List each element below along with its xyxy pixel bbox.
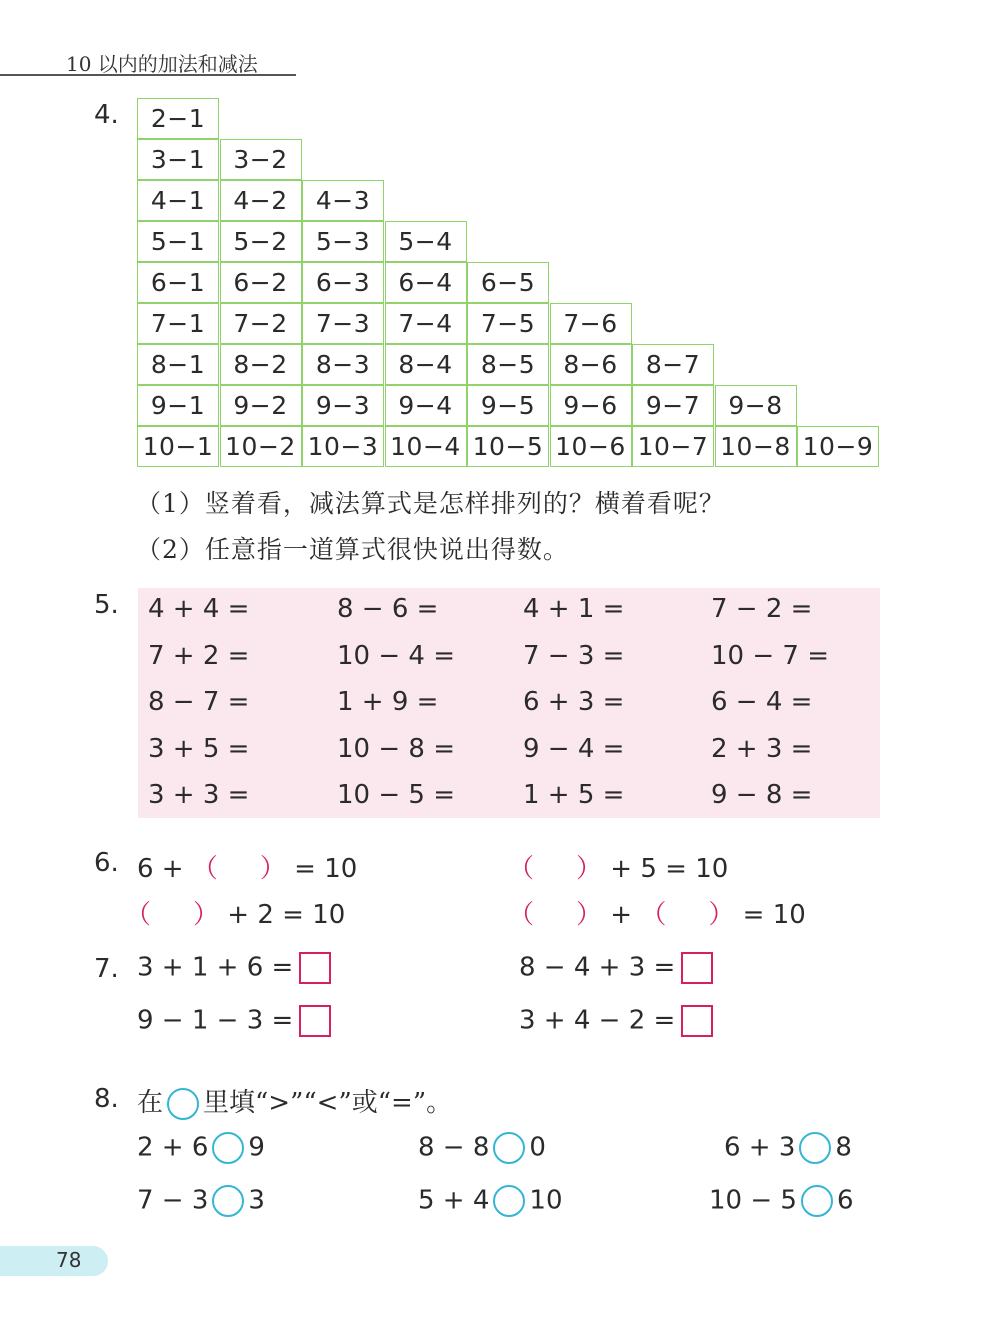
- open-paren: （: [640, 900, 667, 930]
- comparison-item: [418, 1185, 563, 1217]
- table-cell: 10−4: [385, 426, 467, 467]
- open-paren: （: [508, 900, 535, 930]
- close-paren: ）: [576, 900, 603, 930]
- equation: 1 + 9 =: [337, 687, 439, 717]
- table-cell: 5−3: [302, 221, 384, 262]
- table-cell: 6−3: [302, 262, 384, 303]
- ex7-item-2: [519, 952, 713, 984]
- table-cell: 3−2: [220, 139, 302, 180]
- equation: 2 + 3 =: [711, 733, 813, 764]
- table-cell: 9−7: [632, 385, 714, 426]
- equation: 7 + 2 =: [148, 640, 250, 671]
- ex6-equation-c: [125, 894, 345, 931]
- ex7-item-4: [519, 1005, 713, 1037]
- table-cell: 7−3: [302, 303, 384, 344]
- ex8-instruction: [137, 1082, 452, 1120]
- answer-circle[interactable]: [212, 1185, 244, 1217]
- table-cell: 8−7: [632, 344, 714, 385]
- equation: 1 + 5 =: [523, 780, 625, 810]
- table-cell: 7−2: [220, 303, 302, 344]
- page-number: 78: [56, 1248, 82, 1272]
- ex6-b-right: + 5 = 10: [610, 854, 729, 884]
- ex4-number: 4.: [94, 100, 119, 130]
- table-cell: 4−2: [220, 180, 302, 221]
- table-cell: 10−5: [467, 426, 549, 467]
- comparison-right: 3: [248, 1185, 265, 1216]
- table-cell: 9−5: [467, 385, 549, 426]
- close-paren: ）: [708, 900, 735, 930]
- table-cell: 7−6: [550, 303, 632, 344]
- equation: 8 − 7 =: [148, 687, 250, 717]
- answer-circle[interactable]: [493, 1132, 525, 1164]
- close-paren: ）: [259, 854, 286, 884]
- comparison-left: 5 + 4: [418, 1185, 490, 1216]
- table-cell: 9−2: [220, 385, 302, 426]
- chapter-header: [0, 44, 296, 76]
- ex4-question-2: （2）任意指一道算式很快说出得数。: [136, 535, 569, 564]
- ex6-c-right: + 2 = 10: [227, 900, 346, 930]
- equation: 6 + 3 =: [523, 687, 625, 717]
- equation: 7 − 3 =: [523, 640, 625, 671]
- table-cell: 6−1: [137, 262, 219, 303]
- ex7-expression: 3 + 1 + 6 =: [137, 952, 294, 983]
- table-cell: 10−8: [715, 426, 797, 467]
- table-cell: 9−3: [302, 385, 384, 426]
- equation: 9 − 4 =: [523, 733, 625, 764]
- equation: 10 − 7 =: [711, 640, 829, 671]
- table-cell: 8−4: [385, 344, 467, 385]
- table-cell: 10−2: [220, 426, 302, 467]
- table-cell: 9−6: [550, 385, 632, 426]
- comparison-item: [418, 1132, 546, 1164]
- comparison-right: 9: [248, 1132, 265, 1163]
- chapter-title: 10 以内的加法和减法: [66, 52, 258, 76]
- comparison-right: 6: [836, 1185, 854, 1216]
- equation: 9 − 8 =: [711, 780, 813, 810]
- ex8-instr-post: 里填“>”“<”或“=”。: [203, 1088, 453, 1118]
- ex8-number: 8.: [94, 1084, 119, 1114]
- table-cell: 10−1: [137, 426, 219, 467]
- comparison-right: 0: [529, 1132, 546, 1163]
- comparison-left: 8 − 8: [418, 1132, 490, 1163]
- ex6-number: 6.: [94, 848, 119, 878]
- answer-circle[interactable]: [799, 1132, 831, 1164]
- equation: 8 − 6 =: [337, 594, 439, 624]
- table-cell: 5−2: [220, 221, 302, 262]
- comparison-left: 6 + 3: [724, 1132, 796, 1163]
- table-cell: 8−5: [467, 344, 549, 385]
- ex7-item-3: [137, 1005, 331, 1037]
- table-cell: 6−5: [467, 262, 549, 303]
- ex7-expression: 8 − 4 + 3 =: [519, 952, 676, 983]
- close-paren: ）: [193, 900, 220, 930]
- ex6-a-left: 6 +: [137, 854, 184, 884]
- table-cell: 10−3: [302, 426, 384, 467]
- equation: 3 + 3 =: [148, 780, 250, 810]
- comparison-item: [724, 1132, 852, 1164]
- open-paren: （: [125, 900, 152, 930]
- ex6-equation-a: [137, 848, 357, 885]
- table-cell: 8−2: [220, 344, 302, 385]
- ex7-item-1: [137, 952, 331, 984]
- comparison-item: [137, 1132, 265, 1164]
- table-cell: 7−5: [467, 303, 549, 344]
- table-cell: 2−1: [137, 98, 219, 139]
- comparison-item: [137, 1185, 265, 1217]
- ex6-d-mid: +: [610, 900, 633, 930]
- ex7-expression: 9 − 1 − 3 =: [137, 1005, 294, 1036]
- answer-circle[interactable]: [212, 1132, 244, 1164]
- table-cell: 3−1: [137, 139, 219, 180]
- comparison-right: 10: [529, 1185, 563, 1216]
- ex5-number: 5.: [94, 590, 119, 620]
- equation: 4 + 1 =: [523, 594, 625, 624]
- table-cell: 8−3: [302, 344, 384, 385]
- ex7-expression: 3 + 4 − 2 =: [519, 1005, 676, 1036]
- table-cell: 5−4: [385, 221, 467, 262]
- answer-box[interactable]: [299, 952, 331, 984]
- equation: 3 + 5 =: [148, 733, 250, 764]
- answer-box[interactable]: [299, 1005, 331, 1037]
- close-paren: ）: [576, 854, 603, 884]
- comparison-item: [709, 1185, 854, 1217]
- table-cell: 6−4: [385, 262, 467, 303]
- table-cell: 7−1: [137, 303, 219, 344]
- table-cell: 4−1: [137, 180, 219, 221]
- table-cell: 7−4: [385, 303, 467, 344]
- open-paren: （: [191, 854, 218, 884]
- answer-circle[interactable]: [801, 1185, 833, 1217]
- answer-circle[interactable]: [493, 1185, 525, 1217]
- equation: 7 − 2 =: [711, 594, 813, 624]
- equation: 6 − 4 =: [711, 687, 813, 717]
- answer-box[interactable]: [681, 1005, 713, 1037]
- comparison-left: 2 + 6: [137, 1132, 209, 1163]
- table-cell: 10−9: [797, 426, 879, 467]
- ex7-number: 7.: [94, 954, 119, 984]
- table-cell: 8−1: [137, 344, 219, 385]
- table-cell: 9−4: [385, 385, 467, 426]
- table-cell: 5−1: [137, 221, 219, 262]
- equation: 4 + 4 =: [148, 594, 250, 624]
- table-cell: 10−6: [550, 426, 632, 467]
- ex6-equation-b: [508, 848, 728, 885]
- comparison-right: 8: [835, 1132, 852, 1163]
- ex6-equation-d: [508, 894, 806, 931]
- equation: 10 − 5 =: [337, 780, 455, 810]
- open-paren: （: [508, 854, 535, 884]
- ex8-instr-pre: 在: [137, 1088, 164, 1118]
- equation: 10 − 8 =: [337, 733, 455, 764]
- circle-icon: [167, 1088, 199, 1120]
- answer-box[interactable]: [681, 952, 713, 984]
- table-cell: 9−8: [715, 385, 797, 426]
- ex6-a-right: = 10: [294, 854, 358, 884]
- table-cell: 10−7: [632, 426, 714, 467]
- ex4-question-1: （1）竖着看，减法算式是怎样排列的？横着看呢？: [136, 489, 725, 518]
- comparison-left: 7 − 3: [137, 1185, 209, 1216]
- table-cell: 8−6: [550, 344, 632, 385]
- table-cell: 6−2: [220, 262, 302, 303]
- page-number-tab: [0, 1246, 108, 1276]
- ex6-d-right: = 10: [742, 900, 806, 930]
- comparison-left: 10 − 5: [709, 1185, 797, 1216]
- table-cell: 9−1: [137, 385, 219, 426]
- equation: 10 − 4 =: [337, 640, 455, 671]
- table-cell: 4−3: [302, 180, 384, 221]
